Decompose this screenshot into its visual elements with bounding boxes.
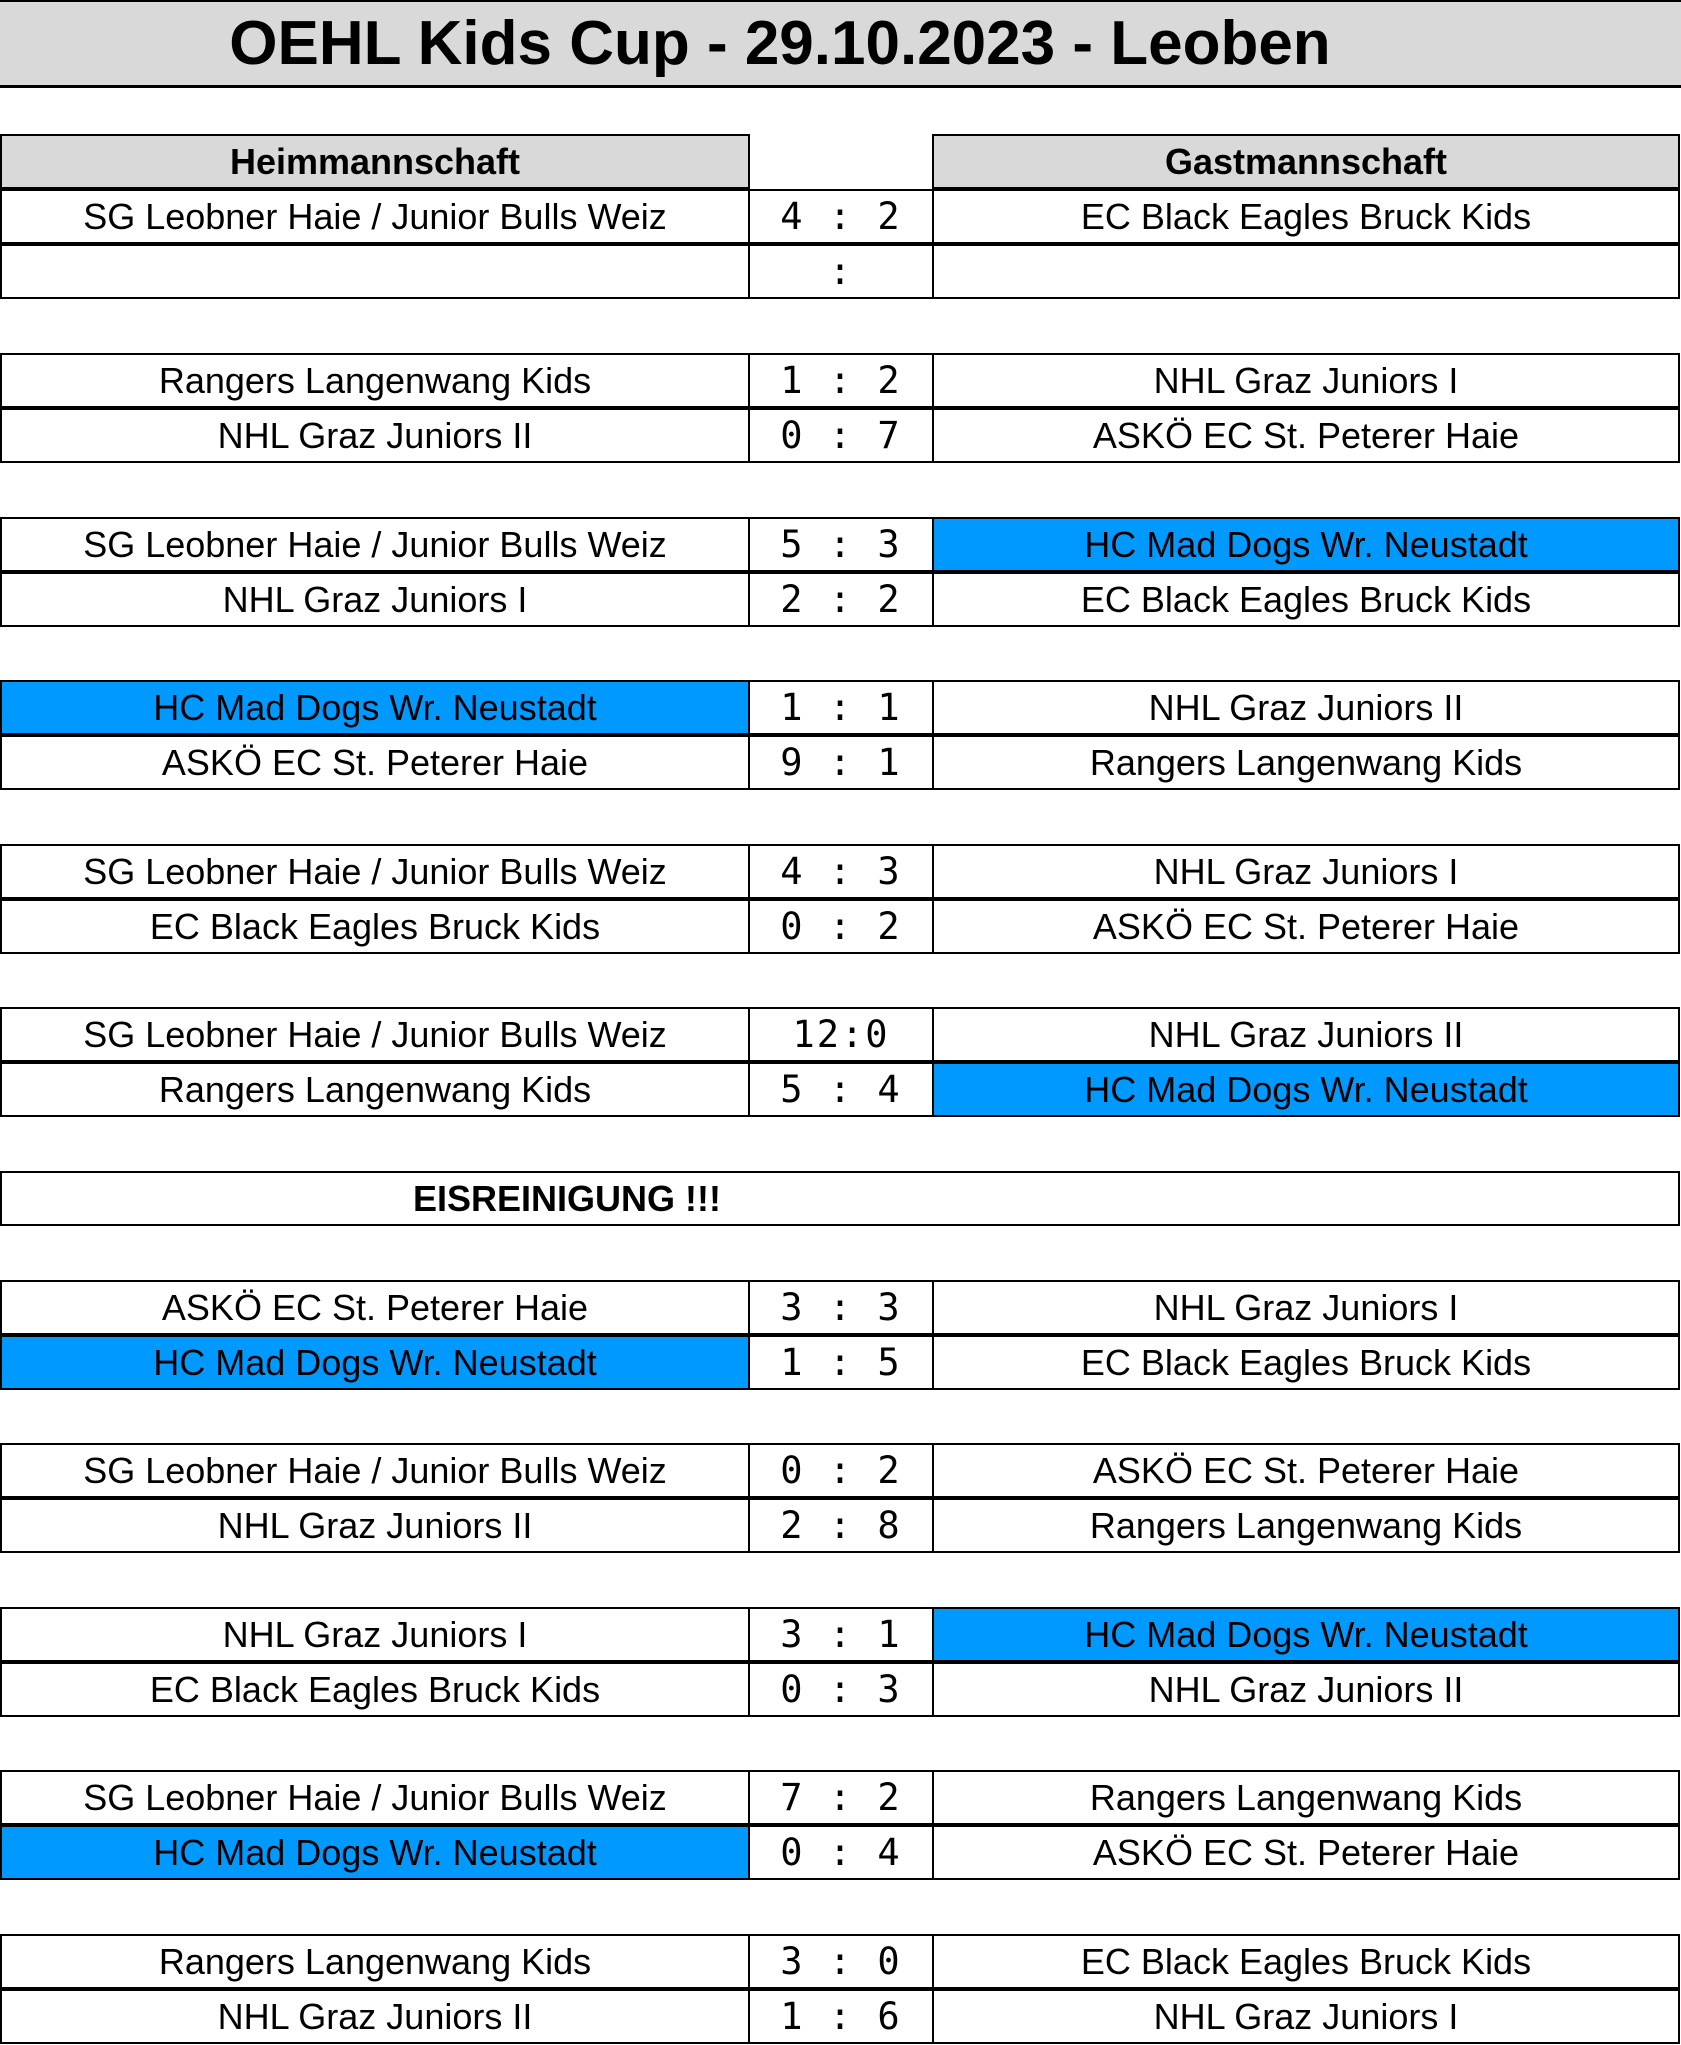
away-team: NHL Graz Juniors I <box>932 353 1680 408</box>
match-row <box>0 1498 1681 1553</box>
match-row <box>0 1062 1681 1117</box>
match-score: 1 : 5 <box>748 1335 934 1390</box>
away-team: Rangers Langenwang Kids <box>932 735 1680 790</box>
title-text: OEHL Kids Cup - 29.10.2023 - Leoben <box>229 9 1331 78</box>
match-row <box>0 572 1681 627</box>
match-score: 7 : 2 <box>748 1770 934 1825</box>
match-score: 0 : 2 <box>748 1443 934 1498</box>
home-team-highlighted: HC Mad Dogs Wr. Neustadt <box>0 1825 750 1880</box>
match-row <box>0 353 1681 408</box>
match-score: 2 : 8 <box>748 1498 934 1553</box>
away-team: EC Black Eagles Bruck Kids <box>932 572 1680 627</box>
match-score: 1 : 2 <box>748 353 934 408</box>
page-title <box>0 0 1681 88</box>
away-team <box>932 244 1680 299</box>
match-score: 3 : 0 <box>748 1934 934 1989</box>
match-row <box>0 680 1681 735</box>
match-score: 1 : 6 <box>748 1989 934 2044</box>
away-team-highlighted: HC Mad Dogs Wr. Neustadt <box>932 1607 1680 1662</box>
match-score: 1 : 1 <box>748 680 934 735</box>
match-score: 12:0 <box>748 1007 934 1062</box>
match-score: 5 : 3 <box>748 517 934 572</box>
home-team <box>0 244 750 299</box>
header-away: Gastmannschaft <box>932 134 1680 189</box>
match-score: 0 : 7 <box>748 408 934 463</box>
match-row <box>0 1825 1681 1880</box>
home-team-highlighted: HC Mad Dogs Wr. Neustadt <box>0 1335 750 1390</box>
pause-row <box>0 1171 1681 1226</box>
home-team: ASKÖ EC St. Peterer Haie <box>0 1280 750 1335</box>
match-row <box>0 1280 1681 1335</box>
match-score: 0 : 2 <box>748 899 934 954</box>
away-team: ASKÖ EC St. Peterer Haie <box>932 408 1680 463</box>
match-score: 5 : 4 <box>748 1062 934 1117</box>
match-row <box>0 189 1681 244</box>
match-score: 4 : 3 <box>748 844 934 899</box>
match-row <box>0 244 1681 299</box>
home-team-highlighted: HC Mad Dogs Wr. Neustadt <box>0 680 750 735</box>
ice-cleaning-text: EISREINIGUNG !!! <box>412 1177 721 1219</box>
match-row <box>0 1770 1681 1825</box>
away-team: ASKÖ EC St. Peterer Haie <box>932 1443 1680 1498</box>
away-team: NHL Graz Juniors II <box>932 1007 1680 1062</box>
home-team: Rangers Langenwang Kids <box>0 1062 750 1117</box>
match-row <box>0 1335 1681 1390</box>
home-team: SG Leobner Haie / Junior Bulls Weiz <box>0 844 750 899</box>
match-score: : <box>748 244 934 299</box>
match-score: 9 : 1 <box>748 735 934 790</box>
away-team: NHL Graz Juniors II <box>932 1662 1680 1717</box>
away-team: NHL Graz Juniors I <box>932 1280 1680 1335</box>
away-team: Rangers Langenwang Kids <box>932 1498 1680 1553</box>
match-row <box>0 517 1681 572</box>
home-team: NHL Graz Juniors II <box>0 1498 750 1553</box>
header-score-blank <box>748 134 934 189</box>
away-team: EC Black Eagles Bruck Kids <box>932 1335 1680 1390</box>
match-row <box>0 899 1681 954</box>
match-row <box>0 1607 1681 1662</box>
home-team: SG Leobner Haie / Junior Bulls Weiz <box>0 189 750 244</box>
match-row <box>0 1934 1681 1989</box>
home-team: NHL Graz Juniors I <box>0 1607 750 1662</box>
home-team: SG Leobner Haie / Junior Bulls Weiz <box>0 1770 750 1825</box>
home-team: EC Black Eagles Bruck Kids <box>0 899 750 954</box>
ice-cleaning-banner <box>0 1171 1680 1226</box>
match-row <box>0 1989 1681 2044</box>
away-team: NHL Graz Juniors I <box>932 1989 1680 2044</box>
match-score: 2 : 2 <box>748 572 934 627</box>
away-team-highlighted: HC Mad Dogs Wr. Neustadt <box>932 517 1680 572</box>
away-team: EC Black Eagles Bruck Kids <box>932 189 1680 244</box>
match-score: 0 : 3 <box>748 1662 934 1717</box>
away-team-highlighted: HC Mad Dogs Wr. Neustadt <box>932 1062 1680 1117</box>
home-team: ASKÖ EC St. Peterer Haie <box>0 735 750 790</box>
header-home: Heimmannschaft <box>0 134 750 189</box>
home-team: Rangers Langenwang Kids <box>0 1934 750 1989</box>
home-team: EC Black Eagles Bruck Kids <box>0 1662 750 1717</box>
match-row <box>0 1662 1681 1717</box>
away-team: Rangers Langenwang Kids <box>932 1770 1680 1825</box>
match-score: 3 : 1 <box>748 1607 934 1662</box>
home-team: SG Leobner Haie / Junior Bulls Weiz <box>0 1443 750 1498</box>
match-score: 0 : 4 <box>748 1825 934 1880</box>
away-team: ASKÖ EC St. Peterer Haie <box>932 1825 1680 1880</box>
match-score: 3 : 3 <box>748 1280 934 1335</box>
table-header <box>0 134 1681 189</box>
away-team: NHL Graz Juniors II <box>932 680 1680 735</box>
away-team: NHL Graz Juniors I <box>932 844 1680 899</box>
match-row <box>0 1007 1681 1062</box>
home-team: NHL Graz Juniors II <box>0 1989 750 2044</box>
away-team: EC Black Eagles Bruck Kids <box>932 1934 1680 1989</box>
match-row <box>0 735 1681 790</box>
match-row <box>0 408 1681 463</box>
home-team: NHL Graz Juniors II <box>0 408 750 463</box>
home-team: SG Leobner Haie / Junior Bulls Weiz <box>0 517 750 572</box>
home-team: NHL Graz Juniors I <box>0 572 750 627</box>
home-team: SG Leobner Haie / Junior Bulls Weiz <box>0 1007 750 1062</box>
match-row <box>0 844 1681 899</box>
match-score: 4 : 2 <box>748 189 934 244</box>
match-row <box>0 1443 1681 1498</box>
home-team: Rangers Langenwang Kids <box>0 353 750 408</box>
away-team: ASKÖ EC St. Peterer Haie <box>932 899 1680 954</box>
